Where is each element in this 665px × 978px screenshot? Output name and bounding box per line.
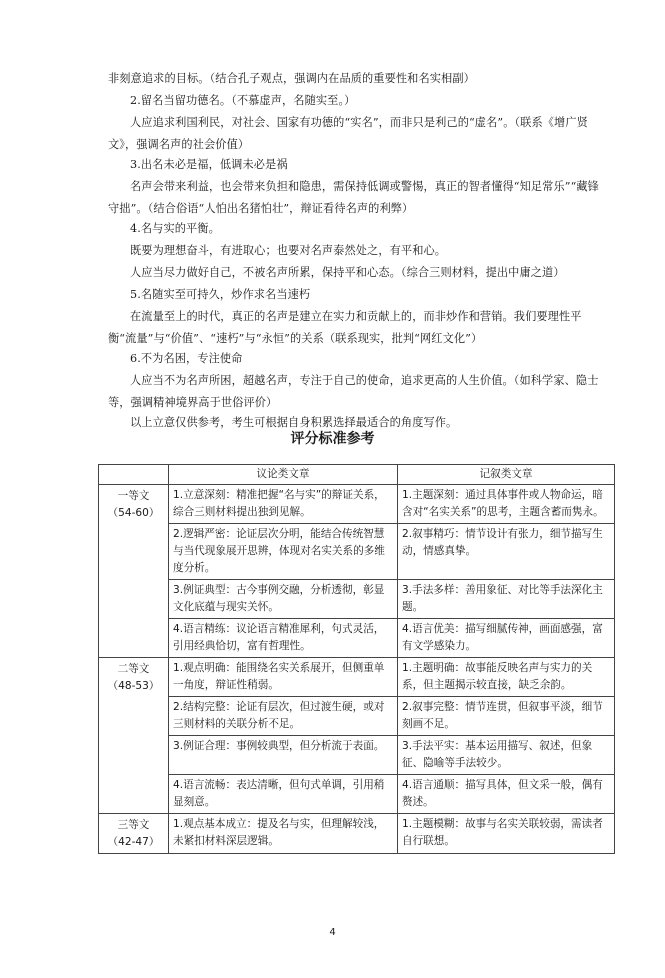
narrative-criterion: 2.叙事精巧：情节设计有张力，细节描写生动，情感真挚。 [398, 524, 615, 580]
table-row [99, 775, 615, 814]
essay-paragraph: 在流量至上的时代，真正的名声是建立在实力和贡献上的，而非炒作和营销。我们要理性平衡“流量”与“价值”、“速朽”与“永恒”的关系（联系现实，批判“网红文化”） [108, 310, 582, 345]
narrative-criterion: 1.主题模糊：故事与名实关联较弱，需读者自行联想。 [398, 814, 615, 854]
essay-paragraph: 4.名与实的平衡。 [130, 222, 220, 235]
level-range: （54-60） [107, 507, 160, 519]
level-cell [99, 814, 169, 854]
table-row [99, 485, 615, 524]
header-argument: 议论类文章 [169, 465, 398, 485]
essay-paragraph: 名声会带来利益，也会带来负担和隐患，需保持低调或警惕，真正的智者懂得“知足常乐”“藏锋守拙”。（结合俗语“人怕出名猪怕壮”，辩证看待名声的利弊） [108, 180, 599, 215]
table-row [99, 736, 615, 775]
narrative-criterion: 3.手法平实：基本运用描写、叙述，但象征、隐喻等手法较少。 [398, 736, 615, 775]
argument-criterion: 1.观点明确：能围绕名实关系展开，但侧重单一角度，辩证性稍弱。 [169, 658, 398, 697]
level-name: 二等文 [117, 663, 150, 675]
table-row [99, 619, 615, 658]
rubric-body [99, 485, 615, 854]
rubric-table [98, 464, 615, 854]
argument-criterion: 2.逻辑严密：论证层次分明，能结合传统智慧与当代现象展开思辨，体现对名实关系的多维度分析。 [169, 524, 398, 580]
header-narrative: 记叙类文章 [398, 465, 615, 485]
rubric-header-row [99, 465, 615, 485]
level-range: （42-47） [107, 836, 160, 848]
argument-criterion: 1.观点基本成立：提及名与实，但理解较浅，未紧扣材料深层逻辑。 [169, 814, 398, 854]
essay-paragraph: 6.不为名困，专注使命 [130, 352, 243, 365]
essay-paragraph: 人应当尽力做好自己，不被名声所累，保持平和心态。（综合三则材料，提出中庸之道） [130, 266, 565, 279]
table-row [99, 580, 615, 619]
essay-paragraph: 5.名随实至可持久，炒作求名当速朽 [130, 288, 311, 301]
narrative-criterion: 4.语言优美：描写细腻传神，画面感强，富有文学感染力。 [398, 619, 615, 658]
narrative-criterion: 1.主题深刻：通过具体事件或人物命运，暗含对“名实关系”的思考，主题含蓄而隽永。 [398, 485, 615, 524]
essay-paragraph: 2.留名当留功德名。（不慕虚声，名随实至。） [130, 94, 356, 107]
table-row [99, 697, 615, 736]
level-range: （48-53） [107, 680, 160, 692]
argument-criterion: 2.结构完整：论证有层次，但过渡生硬，或对三则材料的关联分析不足。 [169, 697, 398, 736]
narrative-criterion: 3.手法多样：善用象征、对比等手法深化主题。 [398, 580, 615, 619]
argument-criterion: 4.语言流畅：表达清晰，但句式单调，引用稍显刻意。 [169, 775, 398, 814]
rubric-title: 评分标准参考 [290, 431, 375, 447]
essay-paragraph: 3.出名未必是福，低调未必是祸 [130, 158, 288, 171]
table-row [99, 814, 615, 854]
argument-criterion: 3.例证合理：事例较典型，但分析流于表面。 [169, 736, 398, 775]
argument-criterion: 3.例证典型：古今事例交融，分析透彻，彰显文化底蕴与现实关怀。 [169, 580, 398, 619]
level-cell [99, 658, 169, 814]
essay-paragraph: 以上立意仅供参考，考生可根据自身积累选择最适合的角度写作。 [130, 416, 458, 429]
table-row [99, 524, 615, 580]
essay-paragraph: 人应当不为名声所困，超越名声，专注于自己的使命，追求更高的人生价值。（如科学家、隐士等，强调精神境界高于世俗评价） [108, 374, 599, 409]
level-cell [99, 485, 169, 658]
narrative-criterion: 4.语言通顺：描写具体，但文采一般，偶有赘述。 [398, 775, 615, 814]
essay-paragraph: 人应追求利国利民，对社会、国家有功德的“实名”，而非只是利己的“虚名”。（联系《增广贤文》，强调名声的社会价值） [108, 116, 588, 151]
level-name: 三等文 [117, 819, 150, 831]
table-row [99, 658, 615, 697]
argument-criterion: 1.立意深刻：精准把握“名与实”的辩证关系，综合三则材料提出独到见解。 [169, 485, 398, 524]
narrative-criterion: 1.主题明确：故事能反映名声与实力的关系，但主题揭示较直接，缺乏余韵。 [398, 658, 615, 697]
narrative-criterion: 2.叙事完整：情节连贯，但叙事平淡，细节刻画不足。 [398, 697, 615, 736]
essay-paragraph: 非刻意追求的目标。（结合孔子观点，强调内在品质的重要性和名实相副） [108, 72, 475, 85]
page-number: 4 [329, 927, 336, 938]
header-blank-cell [99, 465, 169, 485]
essay-paragraph: 既要为理想奋斗，有进取心；也要对名声泰然处之，有平和心。 [130, 244, 447, 257]
level-name: 一等文 [117, 490, 150, 502]
argument-criterion: 4.语言精练：议论语言精准犀利，句式灵活，引用经典恰切，富有哲理性。 [169, 619, 398, 658]
